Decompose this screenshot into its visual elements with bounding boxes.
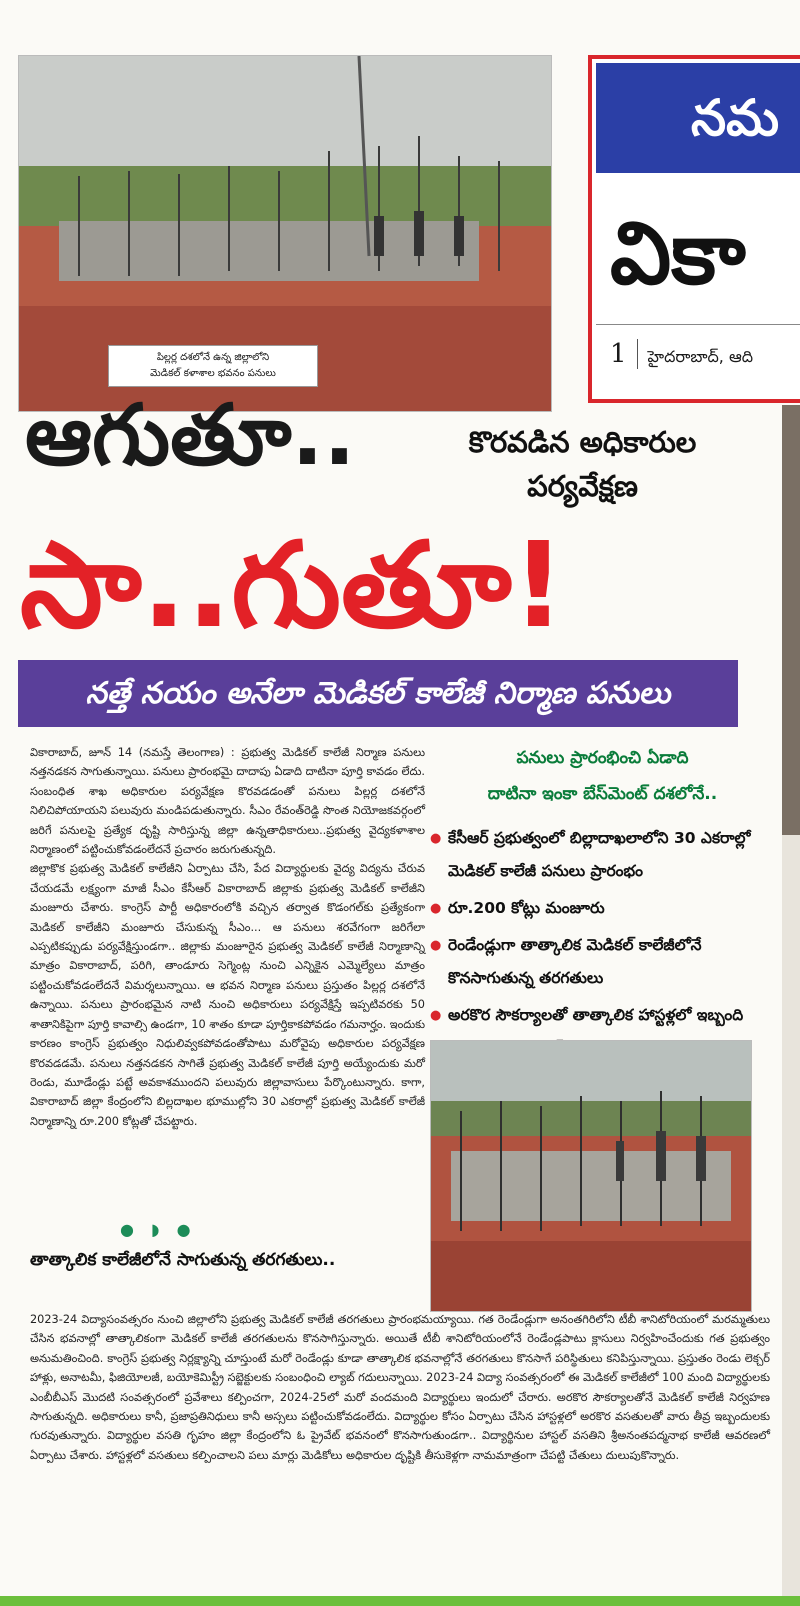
photo-caption-line2: మెడికల్ కళాశాల భవనం పనులు [150, 368, 276, 379]
highlights-heading [430, 740, 775, 812]
headline-line1: ఆగుతూ.. [25, 386, 356, 484]
section-divider-icon: ● ◗ ● [120, 1220, 197, 1239]
masthead-dateline [610, 339, 800, 370]
highlight-item: ● రెండేండ్లుగా తాత్కాలిక మెడికల్ కాలేజీలోనే కొనసాగుతున్న తరగతులు [430, 929, 775, 995]
headline-line2: సా..గుతూ! [20, 516, 566, 654]
headline-kicker: కొరవడిన అధికారుల పర్యవేక్షణ [468, 425, 697, 503]
article-para-3: 2023-24 విద్యాసంవత్సరం నుంచి జిల్లాలోని ప్రభుత్వ మెడికల్ కాలేజీ తరగతులు ప్రారంభమయ్యాయి. గత రెండేండ్లుగా అనంతగిరిలోని టీబీ శానిటోరియంలో మరమ్మతులు చేసిన భవనాల్లో తాత్కాలికంగా మెడికల్ కాలేజీ తరగతులను కొనసాగిస్తున్నారు. అయితే టీబీ శానిటోరియంలోనే రెండేండ్లపాటు క్లాసులు నిర్వహించేందుకు గత ప్రభుత్వం అనుమతించింది. కాంగ్రెస్ ప్రభుత్వ నిర్లక్ష్యాన్ని చూస్తుంటే మరో రెండేండ్లు కూడా తాత్కాలిక భవనాల్లోనే తరగతులు కొనసాగే పరిస్థితులు కనిపిస్తున్నాయి. ప్రస్తుతం రెండు లెక్చర్ హాళ్లు, అనాటమీ, ఫిజియోలజీ, బయోకెమిస్ట్రీ సబ్జెక్టులకు సంబంధించి ల్యాబ్ గదులున్నాయి. 2023-24 విద్యా సంవత్సరంలో ఈ మెడికల్ కాలేజీలో 100 మంది విద్యార్థులకు ఎంబీబీఎస్ మొదటి సంవత్సరంలో ప్రవేశాలు కల్పించగా, 2024-25లో మరో వందమంది విద్యార్థులు ఇందులో చేరారు. అరకొర సౌకర్యాలతోనే మెడికల్ కాలేజీ నిర్వహణ సాగుతున్నది. అధికారులు కానీ, ప్రజాప్రతినిధులు కానీ అస్సలు పట్టించుకోవడంలేదు. విద్యార్థుల కోసం ఏర్పాటు చేసిన హాస్టళ్లలో అరకొర వసతులతో వారు తీవ్ర ఇబ్బందులకు గురవుతున్నారు. విద్యార్థుల వసతి గృహం జిల్లా కేంద్రంలోని ఓ ప్రైవేట్ భవనంలో కొనసాగుతుండగా.. విద్యార్థినుల హాస్టల్ వసతిని శ్రీఅనంతపద్మనాభ కాలేజీ ఆవరణలో ఏర్పాటు చేశారు. హాస్టళ్లలో వసతులు కల్పించాలని పలు మార్లు మెడికోలు అధికారుల దృష్టికి తీసుకెళ్లగా నామమాత్రంగా చేపట్టి చేతులు దులుపుకొన్నారు. [30, 1313, 770, 1462]
masthead-title: వికా [610, 204, 746, 304]
highlight-item: ● రూ.200 కోట్లు మంజూరు [430, 892, 775, 925]
article-para-2: జిల్లాకొక ప్రభుత్వ మెడికల్ కాలేజీని ఏర్పాటు చేసి, పేద విద్యార్థులకు వైద్య విద్యను చేరువ చేయడమే లక్ష్యంగా మాజీ సీఎం కేసీఆర్ వికారాబాద్ జిల్లాకు ప్రభుత్వ మెడికల్ కాలేజీని మంజూరు చేశారు. కాంగ్రెస్ పార్టీ అధికారంలోకి వచ్చిన తర్వాత కొడంగల్‌కు ప్రత్యేకంగా మెడికల్ కాలేజీని మంజూరు చేసుకున్న సీఎం... ఆ పనులు శరవేగంగా జరిగేలా ఎప్పటికప్పుడు పర్యవేక్షిస్తుండగా.. జిల్లాకు మంజూరైన ప్రభుత్వ మెడికల్ కాలేజీ నిర్మాణాన్ని మాత్రం వికారాబాద్, పరిగి, తాండూరు సెగ్మెంట్ల నుంచి ఎన్నికైన ఎమ్మెల్యేలు మాత్రం పట్టించుకోవడంలేదనే విమర్శలున్నాయి. ఆ భవన నిర్మాణ పనులు ప్రస్తుతం పిల్లర్ల దశలోనే ఉన్నాయి. పనులు ప్రారంభమైన నాటి నుంచి అధికారులు పర్యవేక్షిస్తే ఇప్పటివరకు 50 శాతానికిపైగా పూర్తి కావాల్సి ఉండగా, 10 శాతం కూడా పూర్తికాకపోవడం గమనార్హం. ఇందుకు కారణం కాంగ్రెస్ ప్రభుత్వం నిధులివ్వకపోవడంతోపాటు మరోవైపు అధికారుల పర్యవేక్షణ కొరవడడమే. పనులు నత్తనడకన సాగితే ప్రభుత్వ మెడికల్ కాలేజీ పూర్తి అయ్యేందుకు మరో రెండు, మూడేండ్లు పట్టే అవకాశముందని పలువురు జిల్లావాసులు పేర్కొంటున్నారు. కాగా, వికారాబాద్ జిల్లా కేంద్రంలోని బిల్లదాఖల భూముల్లోని 30 ఎకరాల్లో ప్రభుత్వ మెడికల్ కాలేజీ నిర్మాణాన్ని రూ.200 కోట్లతో చేపట్టారు. [30, 862, 425, 1128]
masthead [588, 55, 800, 403]
masthead-top: నమ [596, 63, 800, 173]
date-line: హైదరాబాద్, ఆది [647, 347, 754, 366]
photo-caption-line1: పిల్లర్ల దశలోనే ఉన్న జిల్లాలోని [156, 352, 270, 363]
headline-deck: నత్తే నయం అనేలా మెడికల్ కాలేజీ నిర్మాణ పనులు [18, 660, 738, 727]
construction-photo-bottom [430, 1040, 752, 1312]
highlights-heading-line1: పనులు ప్రారంభించి ఏడాది [516, 748, 689, 768]
article-subhead: తాత్కాలిక కాలేజీలోనే సాగుతున్న తరగతులు.. [30, 1250, 336, 1270]
masthead-rule [596, 324, 800, 325]
photo-caption [108, 345, 318, 387]
adjacent-photo-edge [782, 405, 800, 835]
highlight-item: ● కేసీఆర్ ప్రభుత్వంలో బిల్లాదాఖలాలోని 30 ఎకరాల్లో మెడికల్ కాలేజీ పనులు ప్రారంభం [430, 822, 775, 888]
highlights-heading-line2: దాటినా ఇంకా బేస్‌మెంట్ దశలోనే.. [487, 784, 718, 804]
page-footer-bar [0, 1596, 800, 1606]
highlights-list [430, 822, 775, 1069]
page-number: 1 [610, 339, 638, 369]
article-column-2 [30, 1310, 770, 1465]
article-para-1: వికారాబాద్, జూన్ 14 (నమస్తే తెలంగాణ) : ప్రభుత్వ మెడికల్ కాలేజీ నిర్మాణ పనులు నత్తనడకన సాగుతున్నాయి. పనులు ప్రారంభమై దాదాపు ఏడాది దాటినా పూర్తి కావడం లేదు. సంబంధిత శాఖ అధికారుల పర్యవేక్షణ కొరవడడంతో పనులు పిల్లర్ల దశలోనే నిలిచిపోయాయని పలువురు మండిపడుతున్నారు. సీఎం రేవంత్‌రెడ్డి సొంత నియోజకవర్గంలో జరిగే పనులపై ప్రత్యేక దృష్టి సారిస్తున్న జిల్లా ఉన్నతాధికారులు..ప్రభుత్వ వైద్యకళాశాల నిర్మాణంలో పట్టించుకోవడంలేదనే ప్రచారం జరుగుతున్నది. [30, 746, 425, 857]
article-column-1 [30, 743, 425, 1131]
highlight-item: ● అరకొర సౌకర్యాలతో తాత్కాలిక హాస్టళ్లలో ఇబ్బంది [430, 999, 775, 1065]
